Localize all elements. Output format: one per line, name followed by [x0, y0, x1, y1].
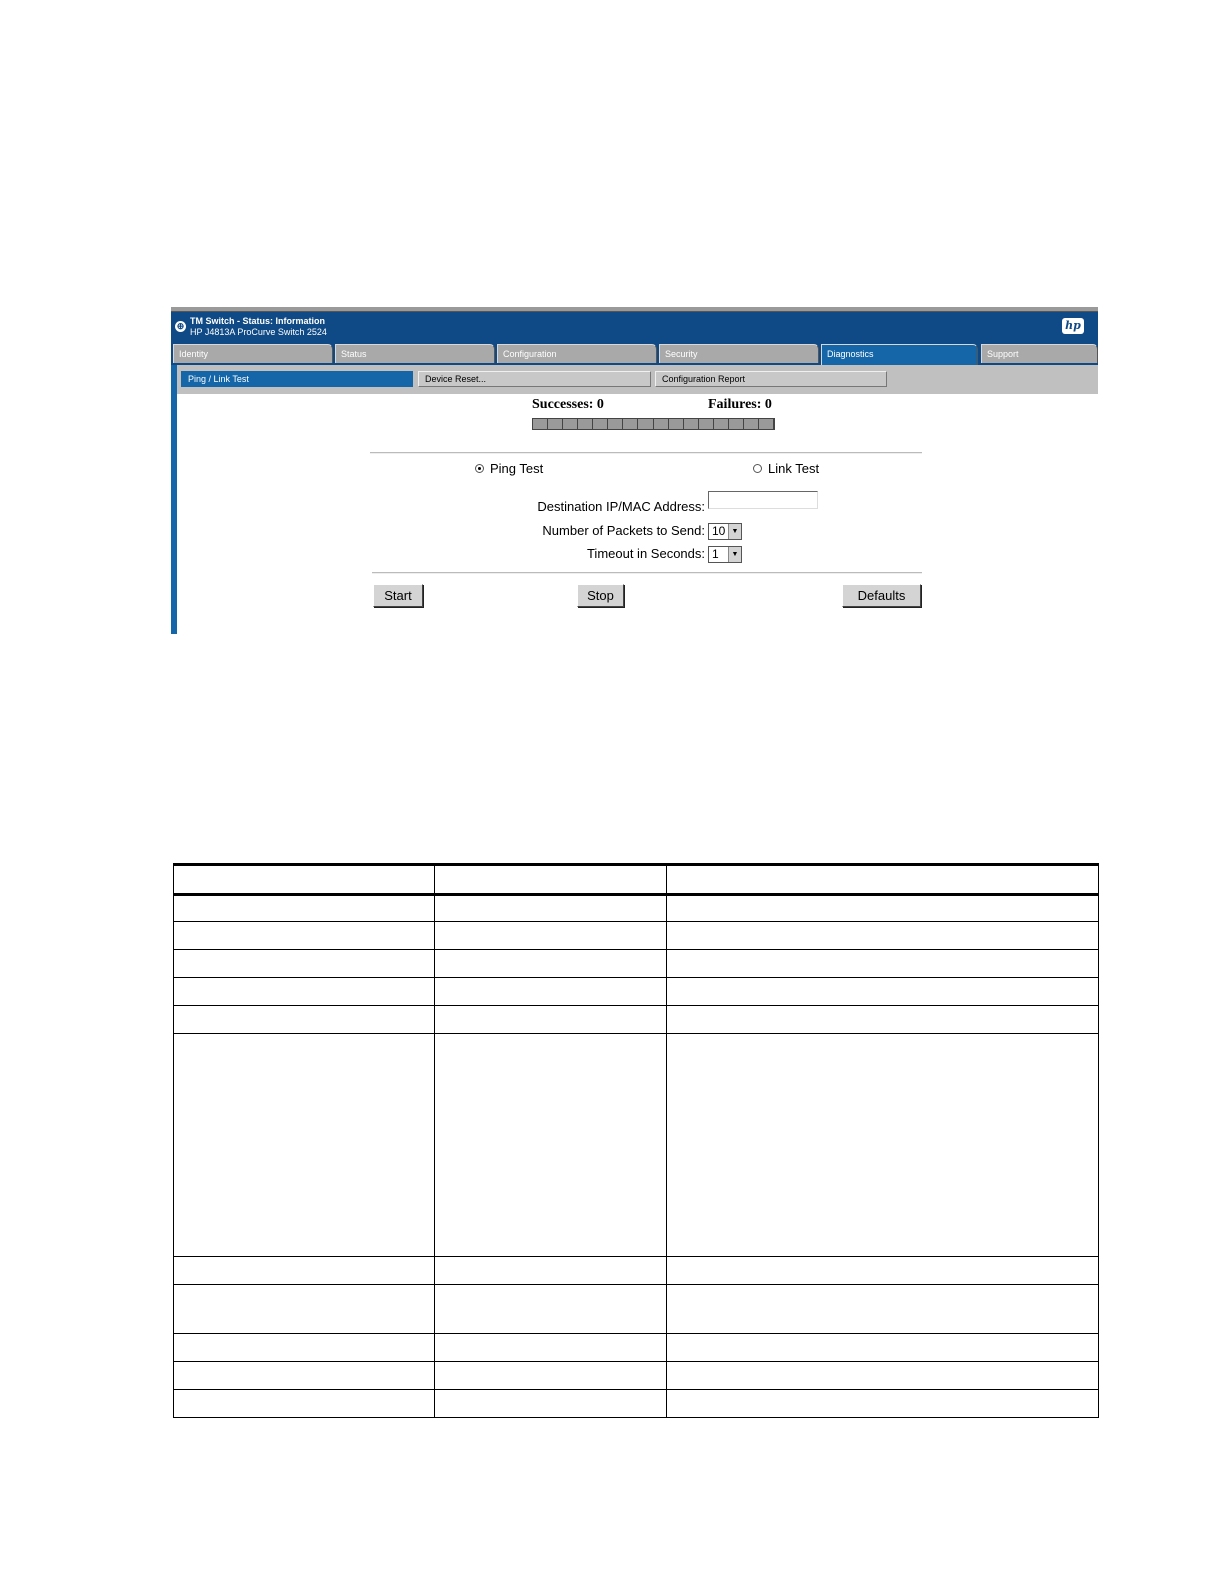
- tab-security[interactable]: Security: [659, 344, 819, 363]
- app-icon: ⊕: [176, 321, 185, 331]
- window-title: TM Switch - Status: Information: [190, 316, 325, 326]
- timeout-select-value: 1: [712, 547, 719, 561]
- table-row: [174, 1257, 1099, 1285]
- table-header-cell: [174, 865, 435, 895]
- hp-logo-icon[interactable]: hp: [1062, 318, 1084, 334]
- progress-cell: [669, 419, 684, 429]
- table-cell: [174, 1257, 435, 1285]
- progress-cell: [699, 419, 714, 429]
- table-cell: [435, 1006, 667, 1034]
- table-cell: [174, 1390, 435, 1418]
- table-cell: [667, 1034, 1099, 1257]
- table-cell: [174, 950, 435, 978]
- progress-cell: [578, 419, 593, 429]
- destination-label: Destination IP/MAC Address:: [537, 499, 705, 514]
- table-cell: [667, 1334, 1099, 1362]
- defaults-button[interactable]: Defaults: [842, 584, 921, 607]
- timeout-select[interactable]: [708, 546, 742, 563]
- table-cell: [667, 1257, 1099, 1285]
- packets-label: Number of Packets to Send:: [542, 523, 705, 538]
- destination-address-input[interactable]: [708, 491, 818, 509]
- ping-test-label: Ping Test: [490, 461, 544, 476]
- table-cell: [667, 1006, 1099, 1034]
- timeout-label: Timeout in Seconds:: [586, 546, 705, 561]
- successes-counter: Successes: 0: [532, 397, 604, 412]
- table-row: [174, 1390, 1099, 1418]
- table-row: [174, 1285, 1099, 1334]
- table-cell: [435, 978, 667, 1006]
- screenshot-frame: [171, 307, 1098, 634]
- table-cell: [435, 1034, 667, 1257]
- table-cell: [174, 895, 435, 922]
- table-cell: [667, 1390, 1099, 1418]
- progress-cell: [623, 419, 638, 429]
- table-cell: [174, 978, 435, 1006]
- sub-navigation: [171, 365, 1098, 394]
- table-cell: [435, 1390, 667, 1418]
- table-cell: [667, 922, 1099, 950]
- table-row: [174, 1362, 1099, 1390]
- progress-cell: [593, 419, 608, 429]
- table-cell: [174, 1006, 435, 1034]
- progress-cell: [654, 419, 669, 429]
- table-row: [174, 1034, 1099, 1257]
- tab-identity[interactable]: Identity: [173, 344, 333, 363]
- subtab-device-reset[interactable]: Device Reset...: [418, 371, 651, 387]
- progress-cell: [608, 419, 623, 429]
- table-cell: [435, 950, 667, 978]
- progress-cell: [563, 419, 578, 429]
- table-cell: [174, 1334, 435, 1362]
- document-table: [173, 863, 1099, 1418]
- table-row: [174, 1334, 1099, 1362]
- subtab-configuration-report[interactable]: Configuration Report: [655, 371, 887, 387]
- table-header-cell: [435, 865, 667, 895]
- progress-cell: [744, 419, 759, 429]
- table-cell: [667, 950, 1099, 978]
- tab-diagnostics[interactable]: Diagnostics: [821, 344, 978, 365]
- table-cell: [667, 895, 1099, 922]
- progress-cell: [714, 419, 729, 429]
- table-cell: [435, 1285, 667, 1334]
- table-row: [174, 978, 1099, 1006]
- progress-cell: [684, 419, 699, 429]
- table-header-row: [174, 865, 1099, 895]
- table-cell: [174, 1285, 435, 1334]
- title-bar: [171, 312, 1098, 344]
- link-test-radio[interactable]: [753, 464, 762, 473]
- device-model: HP J4813A ProCurve Switch 2524: [190, 327, 327, 337]
- divider-top: [370, 452, 922, 454]
- tab-support[interactable]: Support: [981, 344, 1098, 363]
- table-cell: [174, 1362, 435, 1390]
- subtab-ping-link-test[interactable]: Ping / Link Test: [181, 371, 413, 387]
- table-cell: [435, 1334, 667, 1362]
- table-header-cell: [667, 865, 1099, 895]
- table-row: [174, 950, 1099, 978]
- progress-cell: [759, 419, 774, 429]
- progress-cell: [548, 419, 563, 429]
- ping-test-radio[interactable]: [475, 464, 484, 473]
- main-tab-bar: [171, 344, 1098, 365]
- table-row: [174, 895, 1099, 922]
- table-cell: [174, 922, 435, 950]
- tab-configuration[interactable]: Configuration: [497, 344, 657, 363]
- start-button[interactable]: Start: [373, 584, 423, 607]
- table-cell: [667, 1285, 1099, 1334]
- table-cell: [435, 1362, 667, 1390]
- packets-select-value: 10: [712, 524, 726, 538]
- table-cell: [667, 1362, 1099, 1390]
- table-cell: [435, 922, 667, 950]
- failures-counter: Failures: 0: [708, 397, 772, 412]
- table-cell: [435, 895, 667, 922]
- packets-select[interactable]: [708, 523, 742, 540]
- table-row: [174, 1006, 1099, 1034]
- ping-link-panel: [177, 394, 1098, 634]
- table-cell: [174, 1034, 435, 1257]
- progress-cell: [729, 419, 744, 429]
- table-cell: [667, 978, 1099, 1006]
- tab-status[interactable]: Status: [335, 344, 495, 363]
- progress-cell: [638, 419, 653, 429]
- table-cell: [435, 1257, 667, 1285]
- chevron-down-icon[interactable]: ▼: [728, 524, 741, 539]
- chevron-down-icon[interactable]: ▼: [728, 547, 741, 562]
- table-row: [174, 922, 1099, 950]
- progress-bar: [532, 418, 775, 430]
- progress-cell: [533, 419, 548, 429]
- stop-button[interactable]: Stop: [577, 584, 624, 607]
- divider-bottom: [372, 572, 922, 574]
- link-test-label: Link Test: [768, 461, 820, 476]
